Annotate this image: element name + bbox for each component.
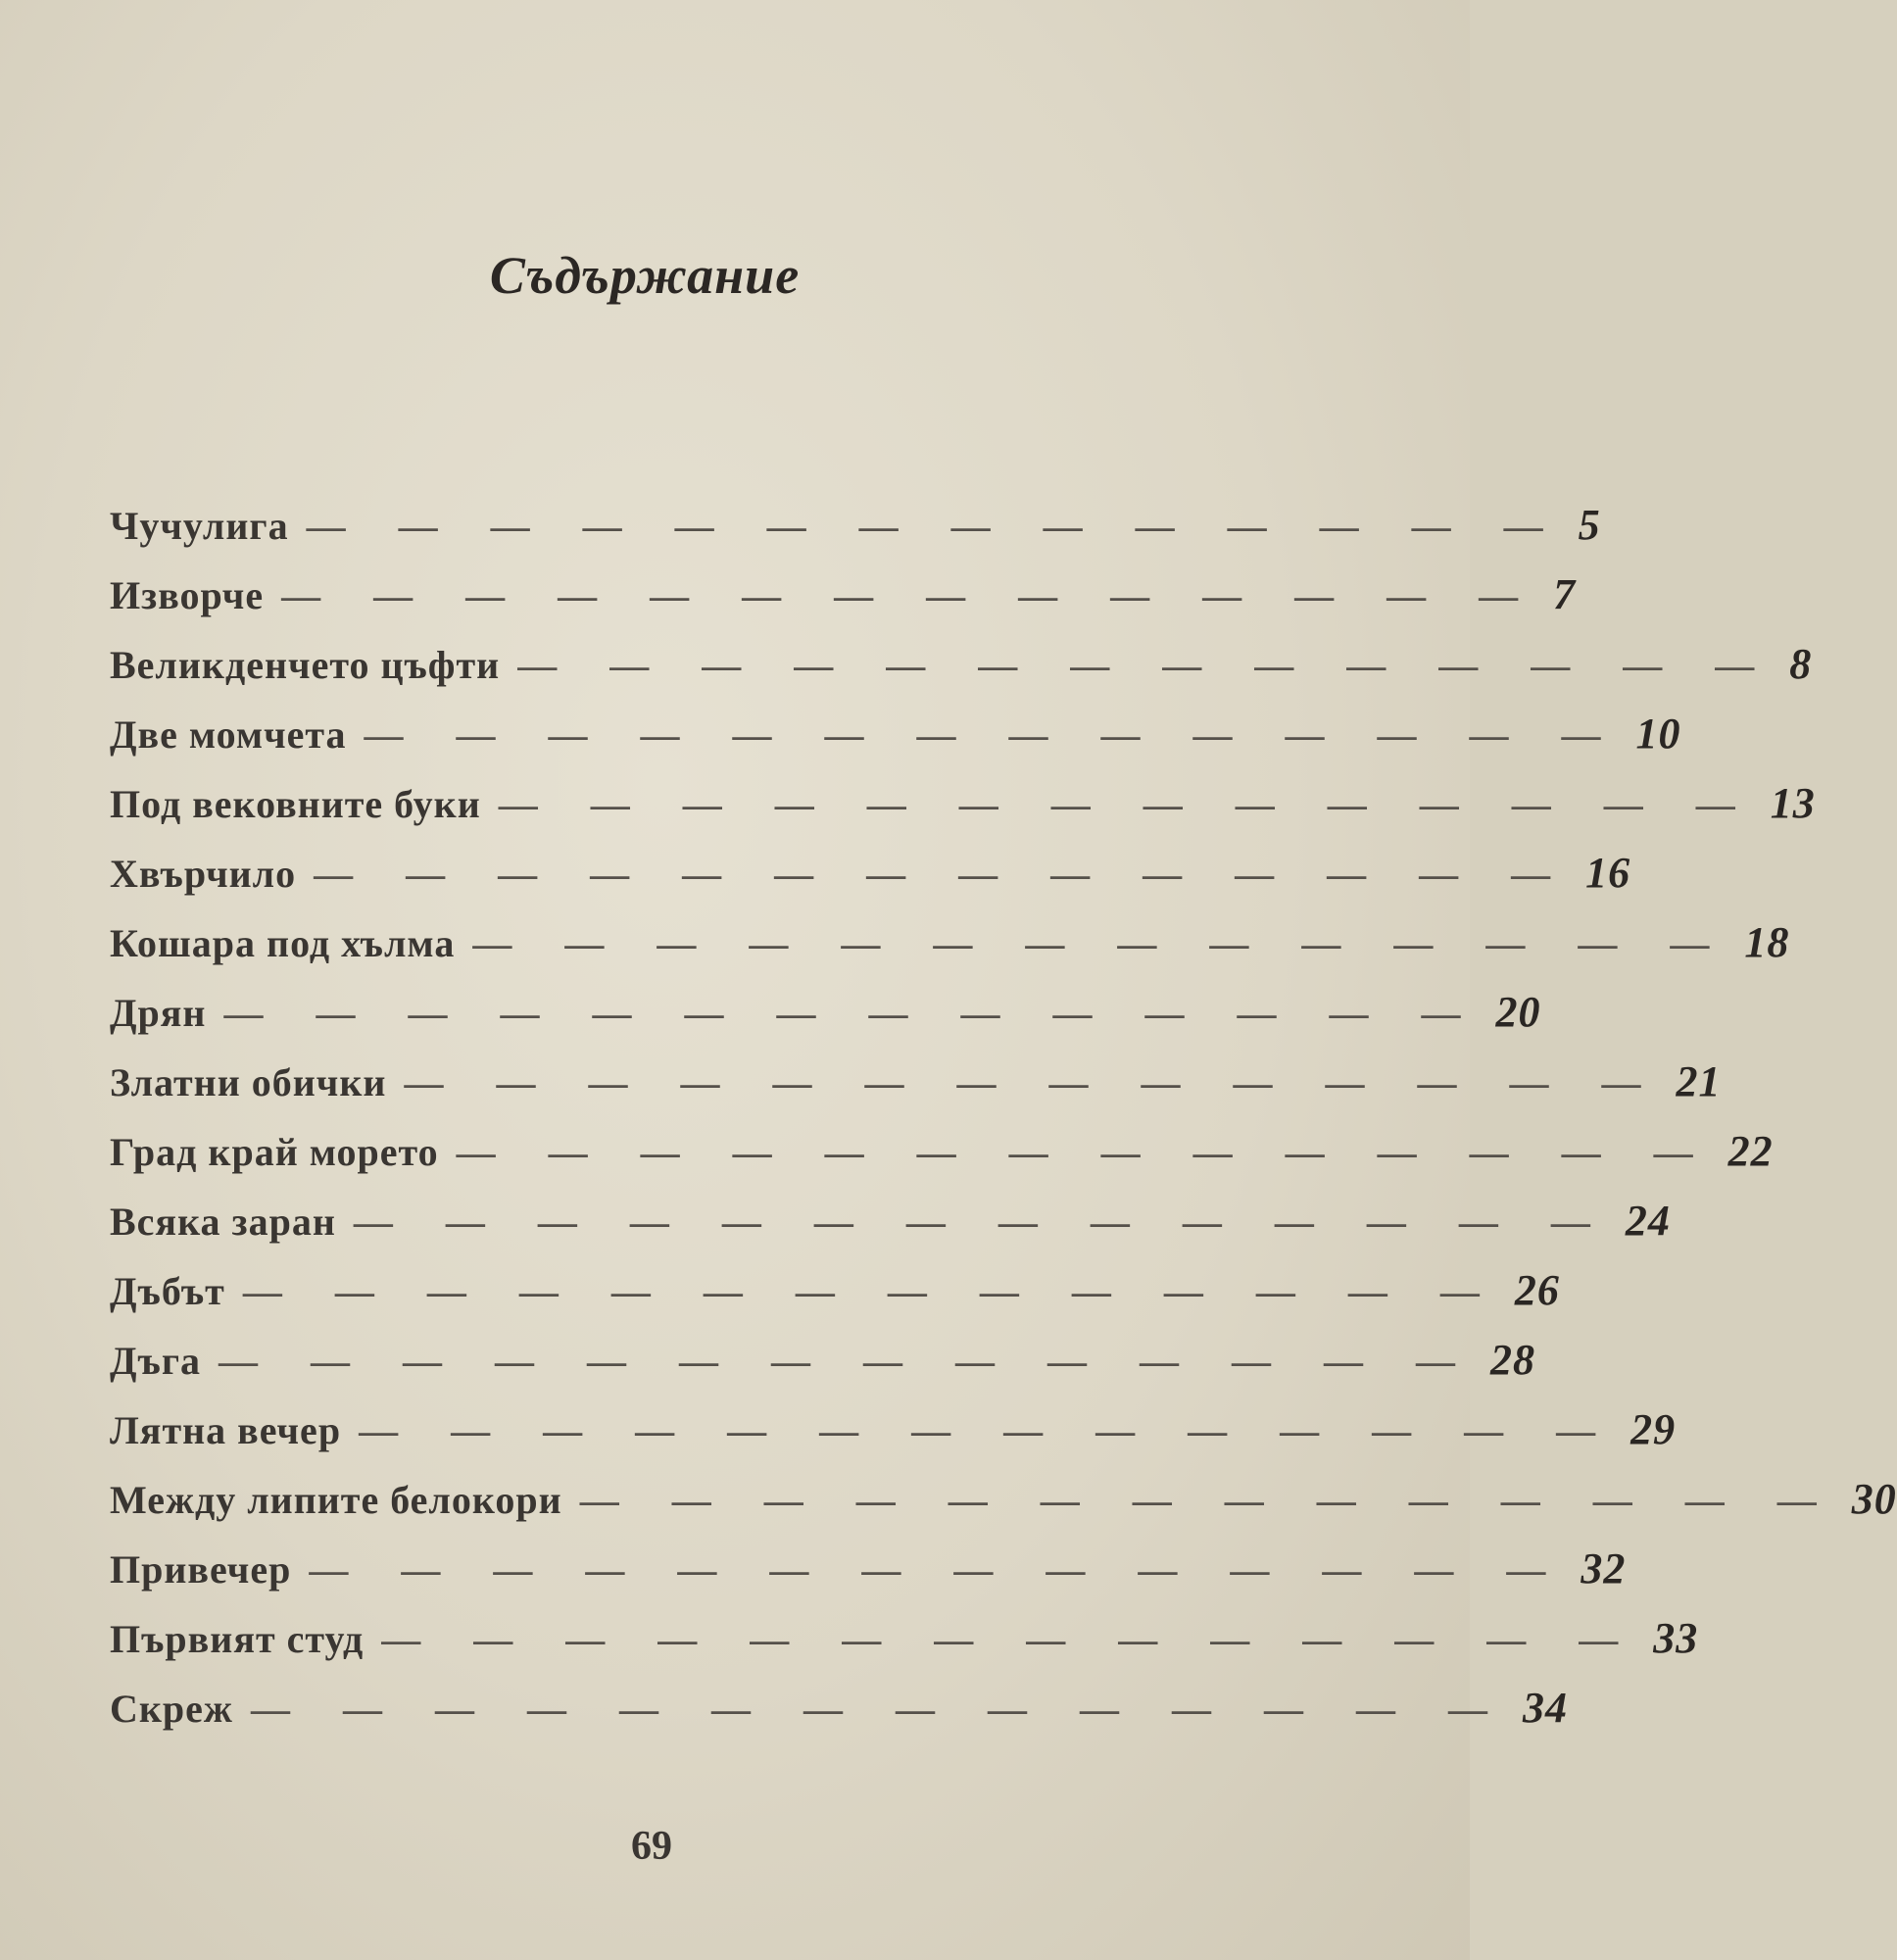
dash-leader: — — — — — — — — — — — — — — xyxy=(579,1478,1838,1522)
toc-entry xyxy=(110,1683,1568,1752)
dash-leader: — — — — — — — — — — — — — — xyxy=(306,504,1565,548)
entry-page-number: 20 xyxy=(1495,988,1541,1036)
entry-title: Дъбът xyxy=(110,1269,225,1313)
entry-title: Под вековните буки xyxy=(110,782,481,826)
dash-leader: — — — — — — — — — — — — — — xyxy=(309,1547,1568,1592)
page-title: Съдържание xyxy=(489,246,801,305)
entry-page-number: 10 xyxy=(1635,710,1681,758)
toc-entry xyxy=(110,1404,1677,1474)
dash-leader: — — — — — — — — — — — — — — xyxy=(364,712,1623,757)
entry-title: Всяка заран xyxy=(110,1200,336,1244)
entry-title: Град край морето xyxy=(110,1130,439,1174)
dash-leader: — — — — — — — — — — — — — — xyxy=(219,1339,1478,1383)
entry-title: Привечер xyxy=(110,1547,292,1592)
entry-title: Две момчета xyxy=(110,712,347,757)
toc-entry xyxy=(110,639,1813,709)
toc-entry xyxy=(110,848,1631,917)
entry-title: Кошара под хълма xyxy=(110,921,456,965)
toc-entry xyxy=(110,1335,1536,1404)
entry-title: Изворче xyxy=(110,573,265,617)
dash-leader: — — — — — — — — — — — — — — xyxy=(314,852,1573,896)
table-of-contents xyxy=(110,500,1897,1752)
entry-page-number: 29 xyxy=(1630,1405,1677,1453)
dash-leader: — — — — — — — — — — — — — — xyxy=(242,1269,1501,1313)
toc-entry xyxy=(110,987,1541,1056)
entry-page-number: 21 xyxy=(1676,1057,1722,1105)
dash-leader: — — — — — — — — — — — — — — xyxy=(404,1060,1663,1104)
entry-page-number: 5 xyxy=(1578,501,1601,549)
entry-title: Дъга xyxy=(110,1339,202,1383)
dash-leader: — — — — — — — — — — — — — — xyxy=(472,921,1731,965)
dash-leader: — — — — — — — — — — — — — — xyxy=(281,573,1540,617)
toc-entry xyxy=(110,500,1601,569)
dash-leader: — — — — — — — — — — — — — — xyxy=(223,991,1483,1035)
entry-page-number: 7 xyxy=(1553,570,1577,618)
toc-entry xyxy=(110,1474,1897,1544)
entry-page-number: 26 xyxy=(1514,1266,1560,1314)
entry-title: Чучулига xyxy=(110,504,289,548)
entry-title: Скреж xyxy=(110,1687,233,1731)
entry-title: Хвърчило xyxy=(110,852,297,896)
entry-page-number: 30 xyxy=(1851,1475,1897,1523)
entry-page-number: 34 xyxy=(1522,1684,1568,1732)
entry-page-number: 18 xyxy=(1744,918,1790,966)
entry-title: Великденчето цъфти xyxy=(110,643,501,687)
toc-entry xyxy=(110,1056,1722,1126)
dash-leader: — — — — — — — — — — — — — — xyxy=(456,1130,1715,1174)
toc-entry xyxy=(110,1126,1774,1196)
dash-leader: — — — — — — — — — — — — — — xyxy=(381,1617,1640,1661)
entry-page-number: 24 xyxy=(1625,1197,1671,1245)
toc-entry xyxy=(110,1196,1671,1265)
toc-entry xyxy=(110,1544,1627,1613)
entry-title: Лятна вечер xyxy=(110,1408,342,1452)
toc-entry xyxy=(110,917,1790,987)
dash-leader: — — — — — — — — — — — — — — xyxy=(353,1200,1612,1244)
entry-title: Първият студ xyxy=(110,1617,365,1661)
toc-entry xyxy=(110,1265,1560,1335)
entry-title: Дрян xyxy=(110,991,207,1035)
toc-entry xyxy=(110,1613,1699,1683)
page-number: 69 xyxy=(631,1824,672,1869)
entry-page-number: 32 xyxy=(1581,1544,1627,1592)
dash-leader: — — — — — — — — — — — — — — xyxy=(517,643,1776,687)
entry-page-number: 16 xyxy=(1585,849,1631,897)
entry-page-number: 33 xyxy=(1653,1614,1699,1662)
toc-entry xyxy=(110,709,1681,778)
entry-title: Златни обички xyxy=(110,1060,387,1104)
entry-page-number: 22 xyxy=(1727,1127,1774,1175)
entry-page-number: 28 xyxy=(1490,1336,1536,1384)
toc-entry xyxy=(110,778,1816,848)
dash-leader: — — — — — — — — — — — — — — xyxy=(359,1408,1618,1452)
entry-page-number: 13 xyxy=(1770,779,1816,827)
dash-leader: — — — — — — — — — — — — — — xyxy=(498,782,1757,826)
toc-entry xyxy=(110,569,1577,639)
entry-page-number: 8 xyxy=(1789,640,1813,688)
dash-leader: — — — — — — — — — — — — — — xyxy=(250,1687,1509,1731)
entry-title: Между липите белокори xyxy=(110,1478,562,1522)
